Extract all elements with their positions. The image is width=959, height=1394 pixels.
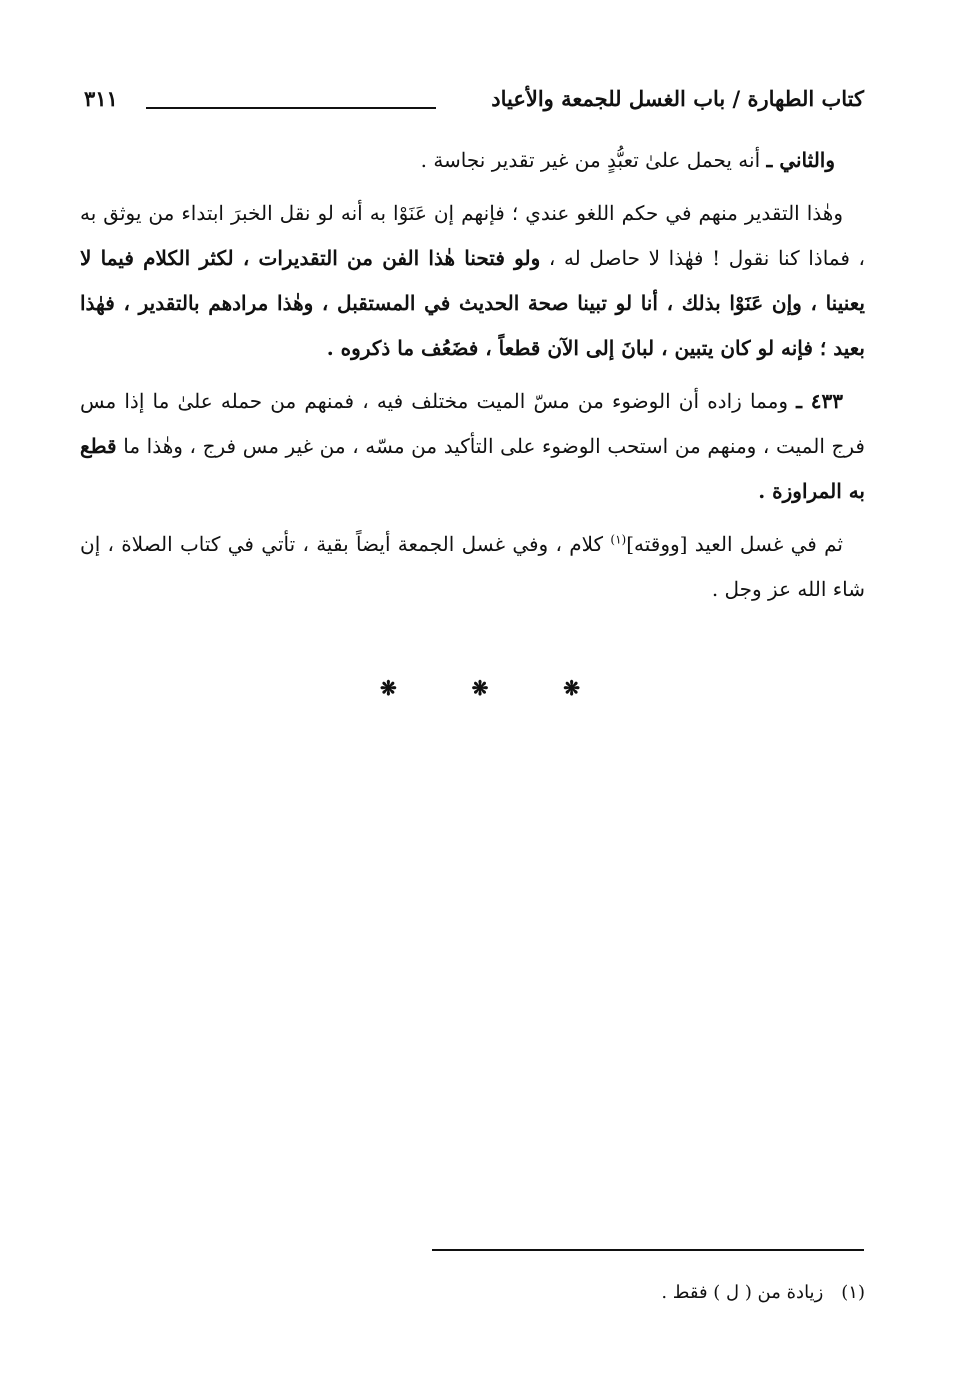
separator-star-icon: ❋ bbox=[471, 676, 489, 700]
main-text bbox=[80, 138, 865, 620]
header-rule bbox=[146, 107, 436, 109]
p3-text-a: ومما زاده أن الوضوء من مسّ الميت مختلف فيه ، فمنهم من حمله علىٰ ما إذا مس فرج الميت ، ومنهم من استحب الوضوء على التأكيد من مسّه ، من غير مس فرج ، وهٰذا ما bbox=[80, 389, 865, 458]
p1-text: أنه يحمل علىٰ تعبُّدٍ من غير تقدير نجاسة . bbox=[420, 148, 767, 172]
page-number: ٣١١ bbox=[84, 86, 118, 111]
p1-lead: والثاني ـ bbox=[766, 148, 835, 172]
p4-text-a: ثم في غسل العيد [ووقته] bbox=[626, 532, 843, 556]
footnote-rule bbox=[432, 1249, 864, 1251]
footnote-number: (١) bbox=[841, 1282, 865, 1303]
separator-star-icon: ❋ bbox=[380, 676, 397, 700]
p4-text-b: كلام ، وفي غسل الجمعة أيضاً بقية ، تأتي في كتاب الصلاة ، إن شاء الله عز وجل . bbox=[80, 532, 865, 601]
paragraph-1 bbox=[80, 138, 865, 183]
p2-text-a: وهٰذا التقدير منهم في حكم اللغو عندي ؛ فإنهم إن عَنَوْا به أنه لو نقل الخبرَ ابتداء من يوثق به ، فماذا كنا نقول ! فهٰذا لا حاصل له ، bbox=[80, 201, 866, 270]
paragraph-3 bbox=[80, 379, 865, 514]
paragraph-2 bbox=[80, 191, 865, 371]
footnote bbox=[661, 1282, 865, 1303]
footnote-text: زيادة من ( ل ) فقط . bbox=[661, 1282, 824, 1303]
section-separator bbox=[380, 676, 580, 700]
footnote-ref: (١) bbox=[610, 532, 627, 547]
separator-star-icon: ❋ bbox=[563, 676, 580, 700]
p3-text-b: قطع به المراوزة . bbox=[80, 434, 865, 503]
p2-text-b: ولو فتحنا هٰذا الفن من التقديرات ، لكثر الكلام فيما لا يعنينا ، وإن عَنَوْا بذلك ، أنا لو تبينا صحة الحديث في المستقبل ، وهٰذا مرادهم بالتقدير ، فهٰذا بعيد ؛ فإنه لو كان يتبين ، لبانَ إلى الآن قطعاً ، فضَعُف ما ذكروه . bbox=[80, 246, 865, 360]
p3-number: ٤٣٣ ـ bbox=[796, 389, 843, 413]
running-header bbox=[84, 82, 864, 122]
header-title: كتاب الطهارة / باب الغسل للجمعة والأعياد bbox=[491, 86, 864, 111]
paragraph-4 bbox=[80, 522, 865, 612]
